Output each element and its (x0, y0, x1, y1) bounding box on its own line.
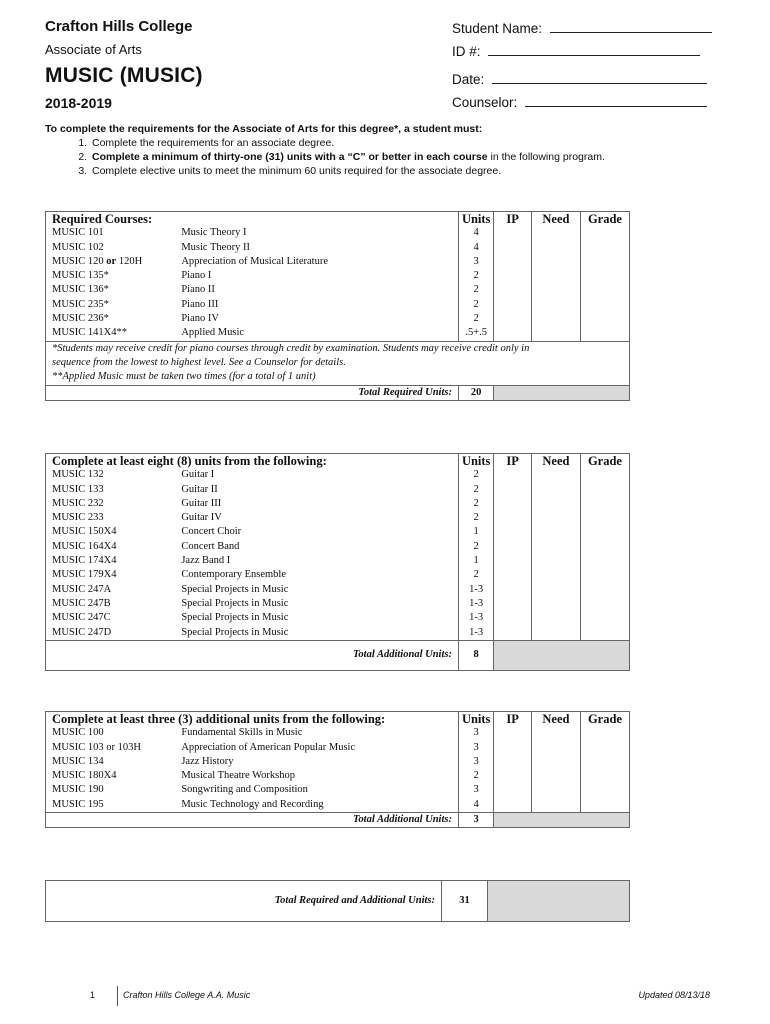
grade-cell[interactable] (580, 241, 629, 255)
footnote: sequence from the lowest to highest level. See a Counselor for details. (52, 356, 346, 368)
grade-cell[interactable] (580, 255, 629, 269)
grade-cell[interactable] (580, 611, 629, 625)
student-name-field[interactable] (550, 20, 712, 33)
course-code-or: or (106, 255, 117, 267)
course-units: 3 (458, 741, 493, 755)
grade-cell[interactable] (580, 283, 629, 297)
grade-cell[interactable] (580, 497, 629, 511)
grade-cell[interactable] (580, 269, 629, 283)
table-row (46, 611, 630, 625)
course-code: MUSIC 247C (52, 612, 111, 624)
course-code (46, 255, 176, 269)
ip-cell[interactable] (494, 483, 532, 497)
ip-cell[interactable] (494, 326, 532, 341)
course-units: 3 (458, 755, 493, 769)
requirement-item-rest: in the following program. (487, 151, 605, 163)
course-code: MUSIC 247D (52, 626, 112, 638)
intro-heading: To complete the requirements for the Associate of Arts for this degree*, a student must: (45, 123, 483, 135)
course-code: MUSIC 235* (52, 298, 109, 310)
date-field[interactable] (492, 71, 707, 84)
total-additional-label: Total Additional Units: (46, 813, 459, 828)
grand-total-row (46, 881, 630, 922)
grade-cell[interactable] (580, 312, 629, 326)
shaded-cell (494, 813, 630, 828)
course-code: MUSIC 150X4 (52, 526, 117, 538)
course-code: MUSIC 233 (52, 512, 104, 524)
table-row (46, 298, 630, 312)
need-cell[interactable] (531, 298, 580, 312)
course-code: MUSIC 232 (52, 497, 104, 509)
grand-total-value: 31 (442, 881, 488, 922)
ip-cell[interactable] (494, 255, 532, 269)
course-units: 2 (458, 283, 493, 297)
footer-updated-date: Updated 08/13/18 (638, 990, 710, 1000)
footnote: *Students may receive credit for piano courses through credit by examination. Students may receive credit only in (52, 342, 530, 354)
need-cell[interactable] (531, 497, 580, 511)
ip-cell[interactable] (494, 298, 532, 312)
table-row (46, 769, 630, 783)
course-title: Applied Music (175, 326, 458, 341)
eight-units-rows (46, 468, 630, 640)
shaded-cell (488, 881, 630, 922)
ip-cell[interactable] (494, 241, 532, 255)
course-title: Music Theory I (175, 226, 458, 240)
grade-cell[interactable] (580, 626, 629, 641)
course-title: Special Projects in Music (175, 583, 458, 597)
course-units: 1-3 (458, 611, 493, 625)
id-row (452, 43, 712, 66)
table-header-row (46, 454, 630, 469)
three-units-rows (46, 726, 630, 812)
total-row (46, 813, 630, 828)
course-units: 2 (458, 497, 493, 511)
need-cell[interactable] (531, 255, 580, 269)
section-heading: Required Courses: (46, 212, 459, 227)
footnote-row (46, 341, 630, 356)
counselor-field[interactable] (525, 94, 707, 107)
table-row (46, 525, 630, 539)
requirement-item (90, 150, 735, 164)
table-row (46, 554, 630, 568)
total-required-value: 20 (458, 385, 493, 400)
grade-cell[interactable] (580, 568, 629, 582)
need-cell[interactable] (531, 626, 580, 641)
course-units: 2 (458, 269, 493, 283)
course-title: Piano IV (175, 312, 458, 326)
course-units: 4 (458, 798, 493, 813)
course-title: Music Technology and Recording (175, 798, 458, 813)
table-row (46, 269, 630, 283)
course-title: Contemporary Ensemble (175, 568, 458, 582)
grade-cell[interactable] (580, 483, 629, 497)
table-row (46, 226, 630, 240)
grade-cell[interactable] (580, 769, 629, 783)
need-cell[interactable] (531, 226, 580, 240)
need-cell[interactable] (531, 283, 580, 297)
course-units: 1-3 (458, 597, 493, 611)
grade-header: Grade (587, 712, 622, 726)
course-code-part: MUSIC 120 (52, 255, 107, 267)
units-header: Units (458, 454, 493, 469)
ip-cell[interactable] (494, 554, 532, 568)
ip-header: IP (494, 712, 532, 727)
eight-units-table (45, 453, 630, 671)
requirement-item-bold: Complete a minimum of thirty-one (31) units with a “C” or better in each course (92, 151, 488, 163)
ip-cell[interactable] (494, 611, 532, 625)
course-code: MUSIC 141X4** (52, 327, 127, 339)
need-cell[interactable] (531, 611, 580, 625)
table-row (46, 755, 630, 769)
need-cell[interactable] (531, 483, 580, 497)
course-units: 1 (458, 554, 493, 568)
ip-cell[interactable] (494, 568, 532, 582)
course-title: Jazz Band I (175, 554, 458, 568)
grade-cell[interactable] (580, 597, 629, 611)
ip-cell[interactable] (494, 798, 532, 813)
course-title: Piano I (175, 269, 458, 283)
ip-cell[interactable] (494, 769, 532, 783)
id-label: ID #: (452, 44, 481, 59)
ip-cell[interactable] (494, 726, 532, 740)
table-row (46, 312, 630, 326)
table-row (46, 255, 630, 269)
grade-cell[interactable] (580, 468, 629, 482)
table-row (46, 568, 630, 582)
table-row (46, 511, 630, 525)
need-cell[interactable] (531, 597, 580, 611)
need-header: Need (531, 212, 580, 227)
need-cell[interactable] (531, 741, 580, 755)
table-row (46, 741, 630, 755)
ip-cell[interactable] (494, 269, 532, 283)
catalog-year: 2018-2019 (45, 95, 112, 111)
need-cell[interactable] (531, 326, 580, 341)
course-code: MUSIC 134 (52, 755, 104, 767)
ip-cell[interactable] (494, 755, 532, 769)
student-name-label: Student Name: (452, 21, 543, 36)
need-cell[interactable] (531, 511, 580, 525)
need-cell[interactable] (531, 726, 580, 740)
table-row (46, 597, 630, 611)
ip-cell[interactable] (494, 783, 532, 797)
ip-cell[interactable] (494, 497, 532, 511)
degree-type: Associate of Arts (45, 42, 142, 57)
footnote-row (46, 370, 630, 385)
course-units: 1 (458, 525, 493, 539)
course-code: MUSIC 190 (52, 784, 104, 796)
course-title: Appreciation of American Popular Music (175, 741, 458, 755)
ip-header: IP (494, 454, 532, 469)
page-number: 1 (90, 990, 96, 1000)
counselor-row (452, 94, 712, 117)
course-code: MUSIC 102 (52, 241, 104, 253)
shaded-cell (494, 385, 630, 400)
table-row (46, 726, 630, 740)
course-title: Guitar IV (175, 511, 458, 525)
grade-cell[interactable] (580, 525, 629, 539)
course-units: 2 (458, 483, 493, 497)
need-cell[interactable] (531, 568, 580, 582)
date-row (452, 71, 712, 94)
total-required-label: Total Required Units: (46, 385, 459, 400)
course-code: MUSIC 174X4 (52, 555, 117, 567)
need-cell[interactable] (531, 525, 580, 539)
grade-cell[interactable] (580, 755, 629, 769)
ip-cell[interactable] (494, 741, 532, 755)
grand-total-label: Total Required and Additional Units: (46, 881, 442, 922)
course-code: MUSIC 180X4 (52, 770, 117, 782)
table-row (46, 583, 630, 597)
table-row (46, 626, 630, 641)
course-title: Appreciation of Musical Literature (175, 255, 458, 269)
student-info (452, 20, 712, 117)
need-cell[interactable] (531, 798, 580, 813)
grade-cell[interactable] (580, 741, 629, 755)
course-title: Special Projects in Music (175, 626, 458, 641)
course-title: Music Theory II (175, 241, 458, 255)
course-title: Guitar III (175, 497, 458, 511)
course-title: Musical Theatre Workshop (175, 769, 458, 783)
course-code: MUSIC 101 (52, 227, 104, 239)
need-cell[interactable] (531, 312, 580, 326)
total-row (46, 385, 630, 400)
grade-header: Grade (587, 454, 622, 468)
course-units: 2 (458, 298, 493, 312)
table-header-row (46, 712, 630, 727)
ip-cell[interactable] (494, 626, 532, 641)
table-row (46, 483, 630, 497)
need-cell[interactable] (531, 554, 580, 568)
course-units: 4 (458, 241, 493, 255)
course-units: 1-3 (458, 626, 493, 641)
student-name-row (452, 20, 712, 43)
course-title: Guitar I (175, 468, 458, 482)
table-row (46, 468, 630, 482)
course-units: 3 (458, 783, 493, 797)
ip-cell[interactable] (494, 312, 532, 326)
course-title: Fundamental Skills in Music (175, 726, 458, 740)
course-units: 2 (458, 769, 493, 783)
footnote: **Applied Music must be taken two times (for a total of 1 unit) (52, 371, 316, 383)
course-title: Special Projects in Music (175, 597, 458, 611)
college-name: Crafton Hills College (45, 18, 193, 35)
course-units: .5+.5 (458, 326, 493, 341)
course-code: MUSIC 133 (52, 483, 104, 495)
units-header: Units (458, 212, 493, 227)
course-title: Jazz History (175, 755, 458, 769)
footer-divider (117, 986, 118, 1006)
course-code: MUSIC 236* (52, 313, 109, 325)
ip-cell[interactable] (494, 226, 532, 240)
ip-header: IP (494, 212, 532, 227)
course-code: MUSIC 135* (52, 270, 109, 282)
ip-cell[interactable] (494, 597, 532, 611)
need-header: Need (531, 454, 580, 469)
course-title: Special Projects in Music (175, 611, 458, 625)
need-cell[interactable] (531, 769, 580, 783)
table-row (46, 798, 630, 813)
course-title: Songwriting and Composition (175, 783, 458, 797)
course-units: 3 (458, 255, 493, 269)
course-title: Concert Band (175, 540, 458, 554)
course-code: MUSIC 100 (52, 727, 104, 739)
section-heading: Complete at least eight (8) units from the following: (46, 454, 459, 469)
footer-document-name: Crafton Hills College A.A. Music (123, 990, 251, 1000)
course-units: 1-3 (458, 583, 493, 597)
need-cell[interactable] (531, 269, 580, 283)
need-cell[interactable] (531, 583, 580, 597)
table-row (46, 241, 630, 255)
ip-cell[interactable] (494, 540, 532, 554)
requirements-list (45, 136, 735, 178)
course-title: Piano II (175, 283, 458, 297)
need-header: Need (531, 712, 580, 727)
grade-cell[interactable] (580, 783, 629, 797)
course-code: MUSIC 132 (52, 469, 104, 481)
course-units: 2 (458, 568, 493, 582)
total-additional-value: 8 (458, 640, 493, 670)
grade-cell[interactable] (580, 298, 629, 312)
grade-cell[interactable] (580, 540, 629, 554)
units-header: Units (458, 712, 493, 727)
ip-cell[interactable] (494, 583, 532, 597)
course-units: 3 (458, 726, 493, 740)
requirements-intro (45, 122, 735, 178)
total-additional-label: Total Additional Units: (46, 640, 459, 670)
grade-cell[interactable] (580, 726, 629, 740)
course-units: 4 (458, 226, 493, 240)
table-row (46, 497, 630, 511)
table-row (46, 283, 630, 297)
header-left (45, 18, 203, 111)
ip-cell[interactable] (494, 511, 532, 525)
grade-cell[interactable] (580, 326, 629, 341)
requirement-item: 1. Complete the requirements for an associate degree. (90, 136, 735, 150)
grand-total-table (45, 880, 630, 922)
ip-cell[interactable] (494, 283, 532, 297)
three-units-table (45, 711, 630, 828)
table-row (46, 783, 630, 797)
table-row (46, 540, 630, 554)
total-additional-value: 3 (458, 813, 493, 828)
grade-cell[interactable] (580, 554, 629, 568)
course-code-part: 120H (116, 255, 143, 267)
course-code: MUSIC 136* (52, 284, 109, 296)
course-code: MUSIC 247A (52, 583, 112, 595)
need-cell[interactable] (531, 241, 580, 255)
shaded-cell (494, 640, 630, 670)
major-title: MUSIC (MUSIC) (45, 64, 203, 87)
grade-cell[interactable] (580, 226, 629, 240)
course-code: MUSIC 247B (52, 597, 111, 609)
table-row (46, 326, 630, 341)
course-code: MUSIC 195 (52, 798, 104, 810)
section-heading: Complete at least three (3) additional units from the following: (46, 712, 459, 727)
need-cell[interactable] (531, 540, 580, 554)
table-header-row (46, 212, 630, 227)
course-units: 2 (458, 540, 493, 554)
grade-cell[interactable] (580, 583, 629, 597)
course-units: 2 (458, 511, 493, 525)
need-cell[interactable] (531, 755, 580, 769)
grade-cell[interactable] (580, 798, 629, 813)
id-field[interactable] (488, 43, 700, 56)
course-units: 2 (458, 468, 493, 482)
footnote-row (46, 356, 630, 370)
ip-cell[interactable] (494, 468, 532, 482)
required-courses-table (45, 211, 630, 401)
total-row (46, 640, 630, 670)
counselor-label: Counselor: (452, 95, 518, 110)
course-title: Guitar II (175, 483, 458, 497)
course-title: Concert Choir (175, 525, 458, 539)
grade-header: Grade (587, 212, 622, 226)
course-code: MUSIC 164X4 (52, 540, 117, 552)
course-units: 2 (458, 312, 493, 326)
ip-cell[interactable] (494, 525, 532, 539)
course-title: Piano III (175, 298, 458, 312)
date-label: Date: (452, 72, 485, 87)
grade-cell[interactable] (580, 511, 629, 525)
need-cell[interactable] (531, 783, 580, 797)
course-code: MUSIC 103 or 103H (52, 741, 141, 753)
requirement-item: 3. Complete elective units to meet the minimum 60 units required for the associate degree. (90, 164, 735, 178)
need-cell[interactable] (531, 468, 580, 482)
course-code: MUSIC 179X4 (52, 569, 117, 581)
